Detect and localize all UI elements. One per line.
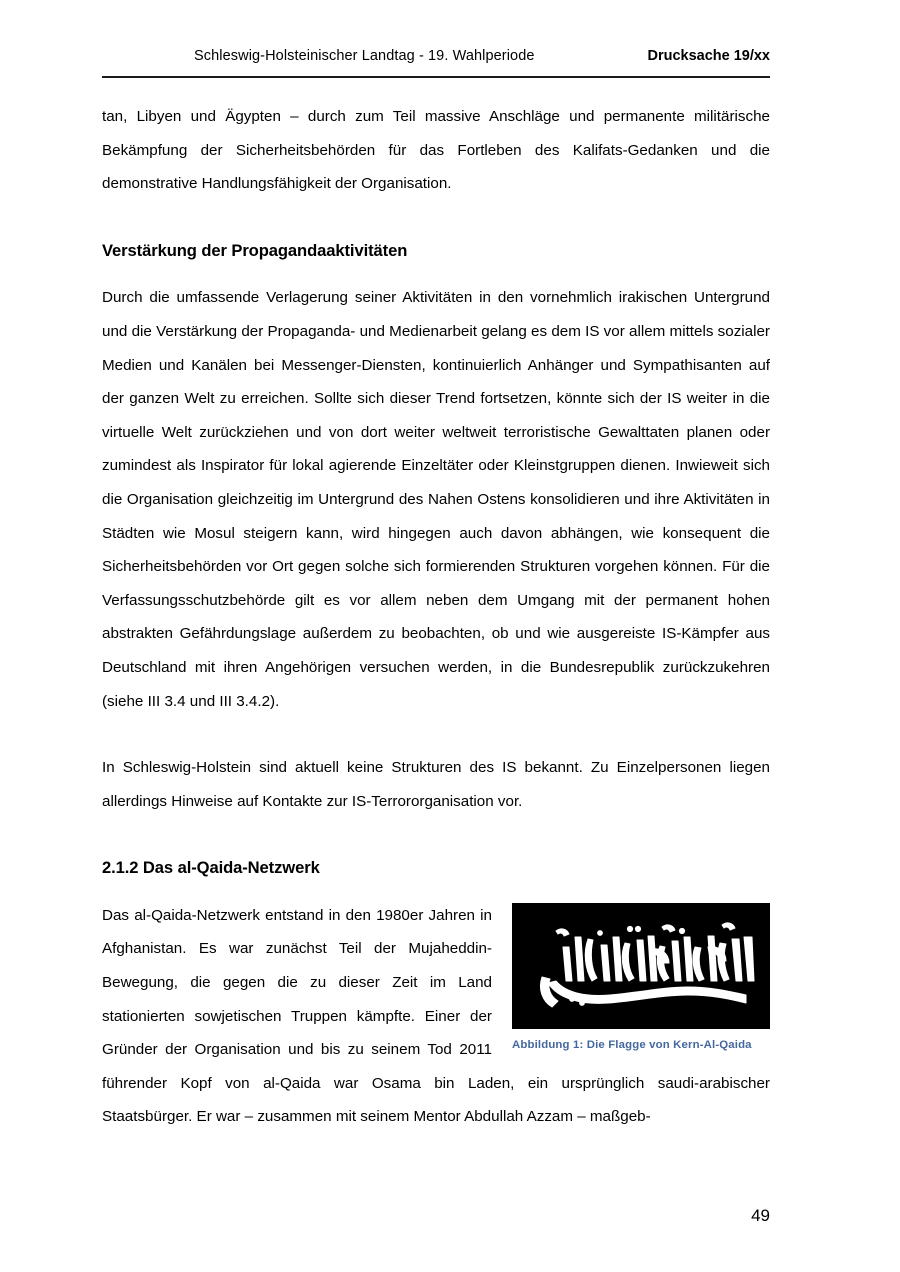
figure-text-wrap-block xyxy=(102,899,770,1134)
heading-al-qaida-netzwerk: 2.1.2 Das al-Qaida-Netzwerk xyxy=(102,858,320,878)
figure-caption: Abbildung 1: Die Flagge von Kern-Al-Qaida xyxy=(512,1038,752,1051)
paragraph-propaganda: Durch die umfassende Verlagerung seiner Aktivitäten in den vornehmlich irakischen Untergrund und die Verstärkung der Propaganda- und Medienarbeit gelang es dem IS vor allem mittels sozialer Medien und Kanälen bei Messenger-Diensten, kontinuierlich Anhänger und Sympathisanten auf der ganzen Welt zu erreichen. Sollte sich dieser Trend fortsetzen, könnte sich der IS weiter in die virtuelle Welt zurückziehen und von dort weiter weltweit terroristische Gewalttaten planen oder zumindest als Inspirator für lokal agierende Einzeltäter oder Kleinstgruppen dienen. Inwieweit sich die Organisation gleichzeitig im Untergrund des Nahen Ostens konsolidieren und ihre Aktivitäten in Städten wie Mosul steigern kann, wird hingegen auch davon abhängen, wie konsequent die Sicherheitsbehörden vor Ort gegen solche sich formierenden Strukturen vorgehen können. Für die Verfassungsschutzbehörde gilt es vor allem neben dem Umgang mit der permanent hohen abstrakten Gefährdungslage außerdem zu beobachten, ob und wie ausgereiste IS-Kämpfer aus Deutschland mit ihren Angehörigen versuchen werden, in die Bundesrepublik zurückzukehren (siehe III 3.4 und III 3.4.2). xyxy=(102,289,770,710)
heading-verstaerkung-propagandaaktivitaeten: Verstärkung der Propagandaaktivitäten xyxy=(102,240,408,260)
paragraph-schleswig-holstein: In Schleswig-Holstein sind aktuell keine Strukturen des IS bekannt. Zu Einzelpersonen liegen allerdings Hinweise auf Kontakte zur IS-Terrororganisation vor. xyxy=(102,759,770,810)
page-header xyxy=(102,48,770,64)
paragraph-spacer-2 xyxy=(102,718,770,751)
header-divider-rule xyxy=(102,76,770,78)
paragraph-al-qaida: Das al-Qaida-Netzwerk entstand in den 1980er Jahren in Afghanistan. Es war zunächst Teil der Mujaheddin-Bewegung, die gegen die zu dieser Zeit im Land stationierten sowjetischen Truppen kämpfte. Einer der Gründer der Organisation und bis zu seinem Tod 2011 führender Kopf von al-Qaida war Osama bin Laden, ein ursprünglich saudi-arabischer Staatsbürger. Er war – zusammen mit seinem Mentor Abdullah Azzam – maßgeb- xyxy=(102,906,770,1126)
arabic-shahada-calligraphy-icon xyxy=(512,903,770,1029)
flag-image xyxy=(512,903,770,1029)
heading-spacer-2 xyxy=(102,885,770,899)
header-title-center: Schleswig-Holsteinischer Landtag - 19. Wahlperiode xyxy=(194,48,535,64)
paragraph-continued: tan, Libyen und Ägypten – durch zum Teil massive Anschläge und permanente militärische Bekämpfung der Sicherheitsbehörden für das Fortleben des Kalifats-Gedanken und die demonstrative Handlungsfähigkeit der Organisation. xyxy=(102,108,770,193)
heading-spacer xyxy=(102,267,770,281)
page-number: 49 xyxy=(751,1206,770,1225)
header-document-number: Drucksache 19/xx xyxy=(647,48,770,64)
paragraph-spacer-3 xyxy=(102,818,770,851)
paragraph-spacer xyxy=(102,201,770,234)
figure-kern-al-qaida-flag xyxy=(512,903,770,1052)
page-content xyxy=(102,100,770,1134)
